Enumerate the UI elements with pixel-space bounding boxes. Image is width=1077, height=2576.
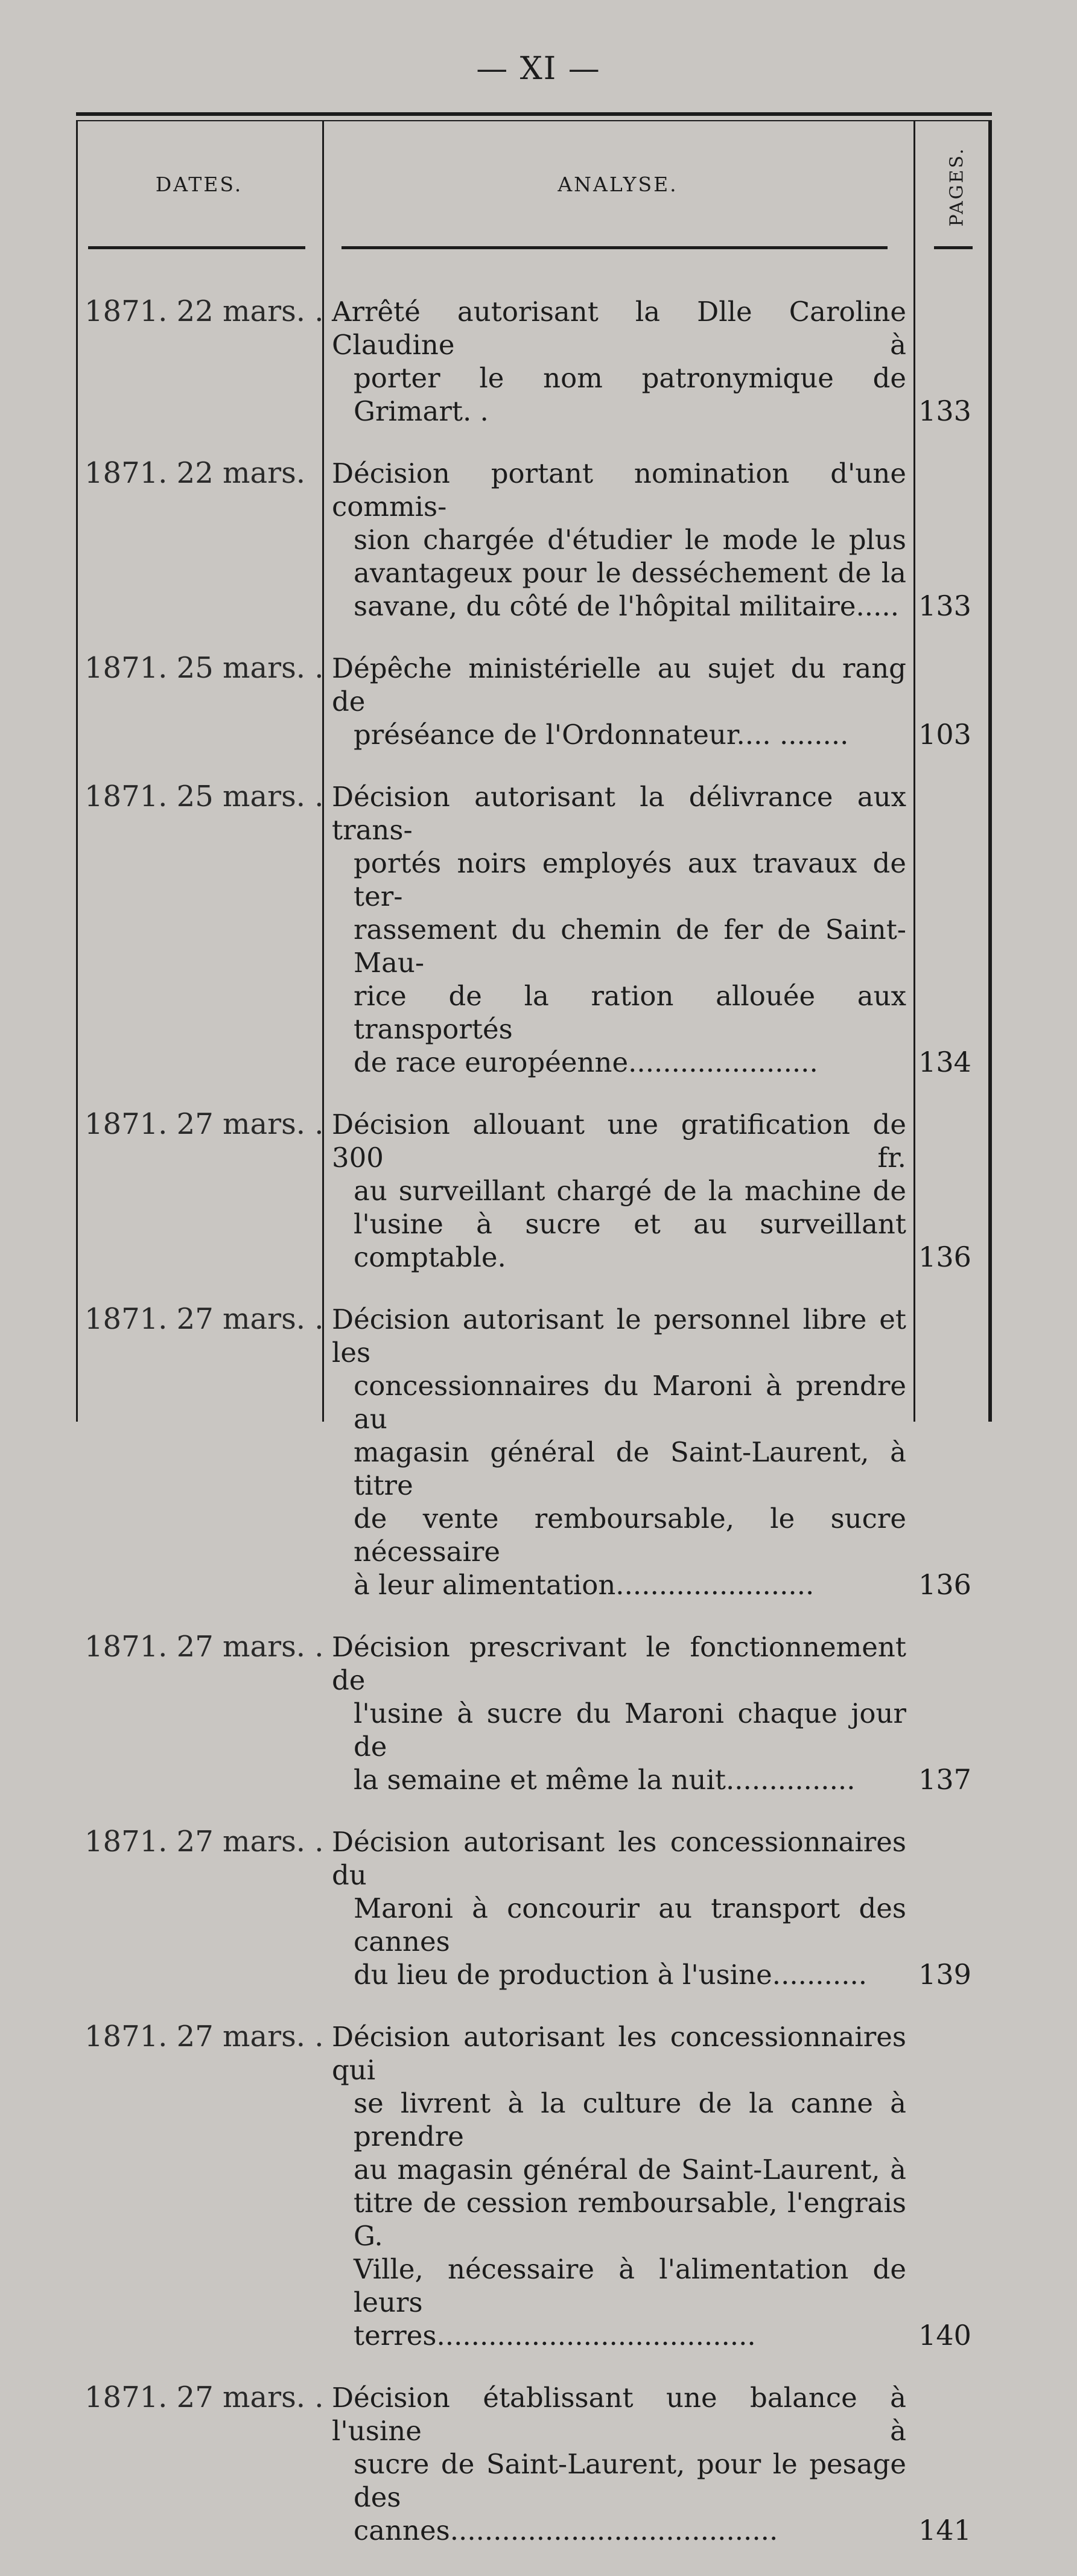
entry-analysis-line: au surveillant chargé de la machine de [354, 1175, 906, 1207]
entry-analysis [332, 1825, 906, 1991]
entry-date: 1871. 27 mars. . [84, 1630, 324, 1664]
entry-analysis-line: terres..................................... [354, 2320, 756, 2352]
entry-analysis-line: avantageux pour le desséchement de la [354, 557, 906, 589]
table-row [76, 780, 992, 1079]
entry-analysis-line: Dépêche ministérielle au sujet du rang de [332, 652, 906, 717]
entry-analysis-line: Maroni à concourir au transport des cannes [354, 1892, 906, 1957]
entry-page: 133 [918, 395, 971, 427]
header-pages-cell [927, 141, 987, 232]
entry-page: 103 [918, 718, 971, 751]
entry-analysis [332, 1108, 906, 1274]
entry-date: 1871. 27 mars. . [84, 2020, 324, 2053]
header-dates: DATES. [155, 173, 243, 196]
table-row [76, 2381, 992, 2547]
table-row [76, 2020, 992, 2352]
entry-page: 136 [918, 1568, 971, 1601]
entry-analysis-line: Décision autorisant les concessionnaires qui [332, 2021, 906, 2086]
top-rule [76, 112, 992, 116]
entry-analysis-line: porter le nom patronymique de Grimart. . [354, 362, 906, 427]
entry-analysis-line: titre de cession remboursable, l'engrais G. [354, 2187, 906, 2252]
entry-analysis-line: l'usine à sucre du Maroni chaque jour de [354, 1697, 906, 1763]
entry-date: 1871. 27 mars. . [84, 1825, 324, 1859]
header-analyse: ANALYSE. [558, 173, 678, 196]
entry-analysis-line: Ville, nécessaire à l'alimentation de leurs [354, 2253, 906, 2318]
entry-analysis-line: Décision portant nomination d'une commis- [332, 457, 906, 523]
entry-page: 133 [918, 590, 971, 622]
table-row [76, 295, 992, 428]
entry-date: 1871. 25 mars. . [84, 780, 324, 813]
entry-analysis-line: sion chargée d'étudier le mode le plus [354, 524, 906, 556]
table-row [76, 1108, 992, 1274]
entry-analysis-line: portés noirs employés aux travaux de ter- [354, 847, 906, 912]
entry-analysis-line: magasin général de Saint-Laurent, à titre [354, 1436, 906, 1501]
table-row [76, 1303, 992, 1601]
table-row [76, 1825, 992, 1991]
entry-analysis-line: à leur alimentation....................... [354, 1569, 815, 1601]
entry-analysis [332, 780, 906, 1079]
entry-analysis-line: rice de la ration allouée aux transportés [354, 980, 906, 1045]
entry-date: 1871. 22 mars. . [84, 294, 324, 328]
top-rule-thin [76, 120, 992, 121]
table-row [76, 457, 992, 623]
entry-analysis [332, 2381, 906, 2547]
entry-analysis-line: Décision établissant une balance à l'usine à [332, 2382, 906, 2447]
table-row [76, 1630, 992, 1796]
entry-analysis-line: cannes...................................... [354, 2514, 778, 2546]
header-rule-dates [88, 246, 305, 249]
entry-analysis-line: Décision autorisant les concessionnaires du [332, 1826, 906, 1891]
page-number: — XI — [476, 51, 601, 87]
entry-date: 1871. 27 mars. . [84, 1107, 324, 1141]
entry-date: 1871. 27 mars. . [84, 2380, 324, 2414]
entry-analysis-line: l'usine à sucre et au surveillant comptable. [354, 1208, 906, 1273]
entry-page: 136 [918, 1241, 971, 1273]
entry-analysis-line: Décision autorisant la délivrance aux trans- [332, 781, 906, 846]
entry-analysis [332, 2020, 906, 2352]
entry-analysis-line: de vente remboursable, le sucre nécessaire [354, 1503, 906, 1568]
entry-analysis-line: préséance de l'Ordonnateur.... ........ [354, 719, 849, 751]
entry-page: 141 [918, 2514, 971, 2546]
entry-analysis-line: sucre de Saint-Laurent, pour le pesage des [354, 2448, 906, 2513]
entry-page: 137 [918, 1763, 971, 1796]
entry-analysis-line: au magasin général de Saint-Laurent, à [354, 2154, 906, 2186]
entry-page: 134 [918, 1046, 971, 1078]
entry-analysis-line: la semaine et même la nuit............... [354, 1764, 856, 1796]
entry-analysis-line: savane, du côté de l'hôpital militaire..... [354, 590, 899, 622]
header-pages: PAGES. [946, 147, 968, 226]
header-rule-pages [934, 246, 973, 249]
table-row [76, 652, 992, 751]
entry-analysis-line: rassement du chemin de fer de Saint-Mau- [354, 914, 906, 979]
entry-analysis-line: de race européenne...................... [354, 1046, 818, 1078]
entry-page: 139 [918, 1958, 971, 1991]
entry-analysis [332, 295, 906, 428]
entry-analysis [332, 457, 906, 623]
entry-analysis [332, 1303, 906, 1601]
entry-date: 1871. 22 mars. [84, 456, 305, 490]
entry-page: 140 [918, 2319, 971, 2352]
entry-analysis-line: Décision prescrivant le fonctionnement de [332, 1631, 906, 1696]
entry-analysis-line: concessionnaires du Maroni à prendre au [354, 1370, 906, 1435]
entry-date: 1871. 25 mars. . [84, 651, 324, 685]
entry-analysis [332, 1630, 906, 1796]
entry-analysis-line: Décision allouant une gratification de 300 fr. [332, 1108, 906, 1174]
entry-analysis [332, 652, 906, 751]
entry-analysis-line: du lieu de production à l'usine........... [354, 1959, 868, 1991]
header-rule-analyse [342, 246, 888, 249]
entry-analysis-line: Arrêté autorisant la Dlle Caroline Claudine à [332, 296, 906, 361]
entry-analysis-line: Décision autorisant le personnel libre et les [332, 1303, 906, 1369]
entry-date: 1871. 27 mars. . [84, 1302, 324, 1336]
entry-list [76, 295, 992, 2576]
entry-analysis-line: se livrent à la culture de la canne à prendre [354, 2087, 906, 2152]
